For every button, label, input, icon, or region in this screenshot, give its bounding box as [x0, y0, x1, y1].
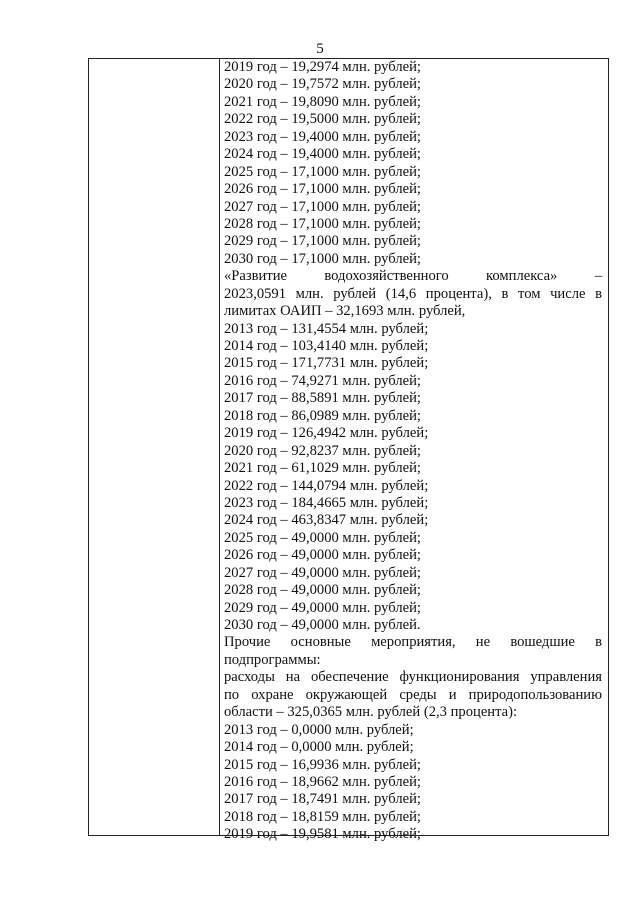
text-line: 2020 год – 19,7572 млн. рублей;: [224, 76, 421, 93]
text-line: 2019 год – 19,9581 млн. рублей;: [224, 826, 421, 843]
table-frame: [88, 58, 609, 843]
text-line: 2015 год – 16,9936 млн. рублей;: [224, 756, 421, 773]
text-line: лимитах ОАИП – 32,1693 млн. рублей,: [224, 303, 466, 320]
text-line: 2020 год – 92,8237 млн. рублей;: [224, 442, 421, 459]
text-line: 2018 год – 18,8159 млн. рублей;: [224, 808, 421, 825]
text-line: подпрограммы:: [224, 651, 321, 668]
text-line: по охране окружающей среды и природопользованию: [224, 686, 602, 703]
text-line: 2030 год – 17,1000 млн. рублей;: [224, 250, 421, 267]
text-line: 2017 год – 88,5891 млн. рублей;: [224, 390, 421, 407]
text-line: 2016 год – 18,9662 млн. рублей;: [224, 773, 421, 790]
text-line: 2027 год – 17,1000 млн. рублей;: [224, 198, 421, 215]
text-line: 2028 год – 49,0000 млн. рублей;: [224, 582, 421, 599]
text-line: 2022 год – 144,0794 млн. рублей;: [224, 477, 429, 494]
text-line: 2030 год – 49,0000 млн. рублей.: [224, 617, 421, 633]
text-line: 2019 год – 126,4942 млн. рублей;: [224, 425, 429, 442]
text-line: 2015 год – 171,7731 млн. рублей;: [224, 355, 429, 372]
text-line: 2021 год – 61,1029 млн. рублей;: [224, 460, 421, 477]
text-line: 2016 год – 74,9271 млн. рублей;: [224, 372, 421, 389]
text-line: 2026 год – 49,0000 млн. рублей;: [224, 547, 421, 564]
text-line: 2024 год – 19,4000 млн. рублей;: [224, 146, 421, 163]
text-line: расходы на обеспечение функционирования управления: [224, 669, 602, 686]
text-line: 2026 год – 17,1000 млн. рублей;: [224, 181, 421, 198]
column-divider: [219, 59, 220, 835]
text-line: 2029 год – 17,1000 млн. рублей;: [224, 233, 421, 250]
text-line: Прочие основные мероприятия, не вошедшие в: [224, 634, 602, 651]
table-cell-content: [224, 59, 602, 844]
text-line: 2014 год – 0,0000 млн. рублей;: [224, 739, 414, 756]
text-line: 2028 год – 17,1000 млн. рублей;: [224, 215, 421, 232]
text-line: области – 325,0365 млн. рублей (2,3 процента):: [224, 704, 518, 721]
page-number: 5: [316, 41, 324, 57]
text-line: 2029 год – 49,0000 млн. рублей;: [224, 599, 421, 616]
text-line: 2024 год – 463,8347 млн. рублей;: [224, 512, 429, 529]
text-line: 2013 год – 131,4554 млн. рублей;: [224, 320, 429, 337]
text-line: 2025 год – 17,1000 млн. рублей;: [224, 163, 421, 180]
text-line: «Развитие водохозяйственного комплекса» –: [224, 268, 602, 285]
text-line: 2023 год – 19,4000 млн. рублей;: [224, 128, 421, 145]
text-line: 2023,0591 млн. рублей (14,6 процента), в том числе в: [224, 285, 602, 302]
text-line: 2019 год – 19,2974 млн. рублей;: [224, 59, 421, 75]
text-line: 2018 год – 86,0989 млн. рублей;: [224, 407, 421, 424]
text-line: 2023 год – 184,4665 млн. рублей;: [224, 494, 429, 511]
text-line: 2017 год – 18,7491 млн. рублей;: [224, 791, 421, 808]
text-line: 2014 год – 103,4140 млн. рублей;: [224, 338, 429, 354]
text-line: 2025 год – 49,0000 млн. рублей;: [224, 529, 421, 546]
text-line: 2027 год – 49,0000 млн. рублей;: [224, 564, 421, 581]
text-line: 2013 год – 0,0000 млн. рублей;: [224, 721, 414, 738]
text-line: 2022 год – 19,5000 млн. рублей;: [224, 111, 421, 128]
text-line: 2021 год – 19,8090 млн. рублей;: [224, 93, 421, 110]
